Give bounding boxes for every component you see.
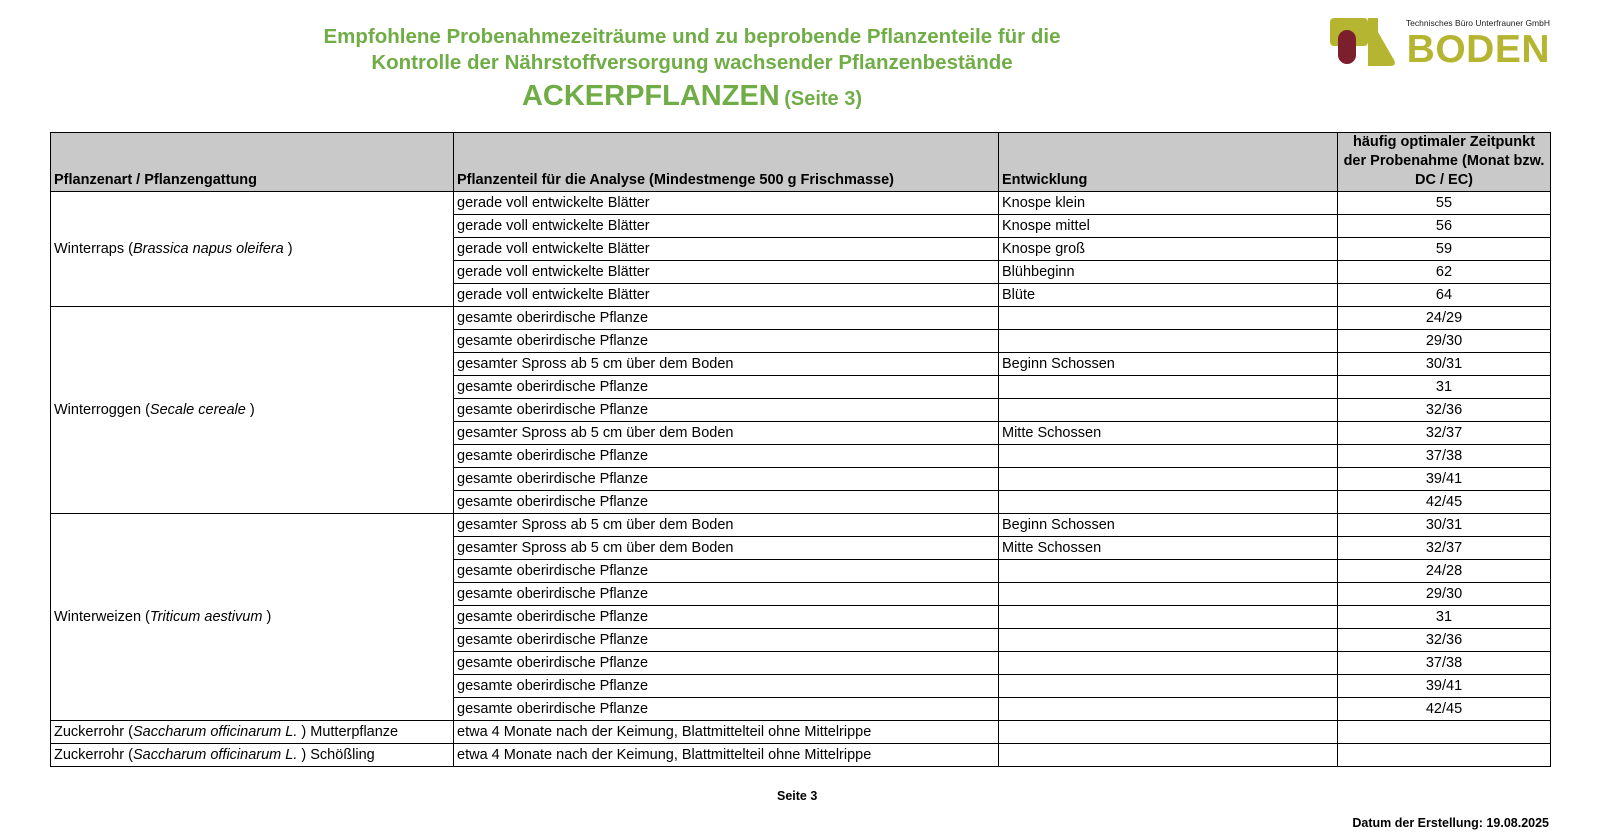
page-title xyxy=(0,78,1384,119)
title-main-text: ACKERPFLANZEN xyxy=(521,80,780,112)
plant-latin-name: Brassica napus oleifera xyxy=(132,241,284,257)
development-stage-cell: Blüte xyxy=(999,284,1338,307)
development-stage-cell xyxy=(999,468,1338,491)
plant-part-cell: gerade voll entwickelte Blätter xyxy=(454,215,999,238)
development-stage-cell: Beginn Schossen xyxy=(999,514,1338,537)
sampling-time-cell: 32/37 xyxy=(1338,422,1551,445)
development-stage-cell: Blühbeginn xyxy=(999,261,1338,284)
sampling-time-cell: 59 xyxy=(1338,238,1551,261)
plant-part-cell: gesamter Spross ab 5 cm über dem Boden xyxy=(454,353,999,376)
sampling-time-cell: 56 xyxy=(1338,215,1551,238)
plant-part-cell: gesamte oberirdische Pflanze xyxy=(454,445,999,468)
plant-common-name: Zuckerrohr xyxy=(54,747,125,763)
plant-variant: Schößling xyxy=(310,747,375,763)
plant-part-cell: gerade voll entwickelte Blätter xyxy=(454,284,999,307)
plant-common-name: Zuckerrohr xyxy=(54,724,125,740)
plant-part-cell: gesamte oberirdische Pflanze xyxy=(454,583,999,606)
development-stage-cell xyxy=(999,399,1338,422)
plant-latin-name: Saccharum officinarum L. xyxy=(132,724,298,740)
table-row xyxy=(51,744,1551,767)
company-logo xyxy=(1330,16,1550,71)
development-stage-cell: Beginn Schossen xyxy=(999,353,1338,376)
plant-name-cell: Zuckerrohr (Saccharum officinarum L. ) Mutterpflanze xyxy=(51,721,454,744)
plant-part-cell: gesamte oberirdische Pflanze xyxy=(454,330,999,353)
table-row xyxy=(51,192,1551,215)
plant-part-cell: gesamte oberirdische Pflanze xyxy=(454,399,999,422)
table-body xyxy=(51,192,1551,767)
development-stage-cell xyxy=(999,629,1338,652)
development-stage-cell xyxy=(999,721,1338,744)
development-stage-cell xyxy=(999,376,1338,399)
table-header-row xyxy=(51,133,1551,192)
plant-part-cell: gesamte oberirdische Pflanze xyxy=(454,606,999,629)
plant-part-cell: etwa 4 Monate nach der Keimung, Blattmittelteil ohne Mittelrippe xyxy=(454,744,999,767)
sampling-time-cell: 29/30 xyxy=(1338,583,1551,606)
sampling-time-cell xyxy=(1338,721,1551,744)
development-stage-cell xyxy=(999,675,1338,698)
plant-part-cell: gesamter Spross ab 5 cm über dem Boden xyxy=(454,537,999,560)
plant-part-cell: gesamte oberirdische Pflanze xyxy=(454,376,999,399)
sampling-time-cell: 30/31 xyxy=(1338,514,1551,537)
sampling-time-cell: 24/28 xyxy=(1338,560,1551,583)
plant-common-name: Winterraps xyxy=(54,241,125,257)
plant-part-cell: gesamte oberirdische Pflanze xyxy=(454,698,999,721)
plant-part-cell: gesamte oberirdische Pflanze xyxy=(454,675,999,698)
sampling-table xyxy=(50,132,1551,767)
plant-part-cell: gerade voll entwickelte Blätter xyxy=(454,238,999,261)
sampling-time-cell: 32/36 xyxy=(1338,399,1551,422)
sampling-time-cell: 24/29 xyxy=(1338,307,1551,330)
plant-part-cell: gesamte oberirdische Pflanze xyxy=(454,307,999,330)
development-stage-cell: Knospe groß xyxy=(999,238,1338,261)
sampling-time-cell: 55 xyxy=(1338,192,1551,215)
sampling-time-cell: 42/45 xyxy=(1338,491,1551,514)
sampling-time-cell: 42/45 xyxy=(1338,698,1551,721)
sampling-time-cell: 32/36 xyxy=(1338,629,1551,652)
plant-common-name: Winterroggen xyxy=(54,402,142,418)
plant-part-cell: gesamter Spross ab 5 cm über dem Boden xyxy=(454,422,999,445)
sampling-time-cell: 31 xyxy=(1338,606,1551,629)
plant-part-cell: gesamter Spross ab 5 cm über dem Boden xyxy=(454,514,999,537)
column-header-timing-text: häufig optimaler Zeitpunkt der Probenahme (Monat bzw. DC / EC) xyxy=(1343,134,1545,188)
column-header-stage: Entwicklung xyxy=(999,133,1338,192)
plant-part-cell: gesamte oberirdische Pflanze xyxy=(454,629,999,652)
development-stage-cell xyxy=(999,652,1338,675)
development-stage-cell: Mitte Schossen xyxy=(999,537,1338,560)
table-row xyxy=(51,307,1551,330)
sampling-time-cell: 30/31 xyxy=(1338,353,1551,376)
development-stage-cell xyxy=(999,330,1338,353)
sampling-time-cell: 39/41 xyxy=(1338,675,1551,698)
plant-part-cell: gesamte oberirdische Pflanze xyxy=(454,560,999,583)
sampling-time-cell xyxy=(1338,744,1551,767)
plant-latin-name: Triticum aestivum xyxy=(149,609,263,625)
plant-variant: Mutterpflanze xyxy=(310,724,399,740)
plant-latin-name: Saccharum officinarum L. xyxy=(132,747,298,763)
development-stage-cell xyxy=(999,307,1338,330)
development-stage-cell: Knospe klein xyxy=(999,192,1338,215)
development-stage-cell xyxy=(999,583,1338,606)
title-subtitle: (Seite 3) xyxy=(784,88,863,110)
creation-date: Datum der Erstellung: 19.08.2025 xyxy=(1352,816,1549,830)
page-number: Seite 3 xyxy=(777,789,818,803)
development-stage-cell xyxy=(999,698,1338,721)
development-stage-cell xyxy=(999,560,1338,583)
sampling-time-cell: 39/41 xyxy=(1338,468,1551,491)
sampling-time-cell: 37/38 xyxy=(1338,445,1551,468)
sampling-time-cell: 64 xyxy=(1338,284,1551,307)
plant-latin-name: Secale cereale xyxy=(149,402,246,418)
column-header-part: Pflanzenteil für die Analyse (Mindestmenge 500 g Frischmasse) xyxy=(454,133,999,192)
development-stage-cell xyxy=(999,491,1338,514)
development-stage-cell xyxy=(999,606,1338,629)
header-line-1: Empfohlene Probenahmezeiträume und zu beprobende Pflanzenteile für die xyxy=(323,25,1061,48)
table-row xyxy=(51,514,1551,537)
sampling-time-cell: 29/30 xyxy=(1338,330,1551,353)
column-header-timing xyxy=(1338,133,1551,192)
development-stage-cell: Knospe mittel xyxy=(999,215,1338,238)
sampling-time-cell: 31 xyxy=(1338,376,1551,399)
development-stage-cell: Mitte Schossen xyxy=(999,422,1338,445)
logo-company-name: Technisches Büro Unterfrauner GmbH xyxy=(1405,18,1550,28)
document-header xyxy=(0,24,1384,119)
development-stage-cell xyxy=(999,445,1338,468)
logo-mark-icon xyxy=(1330,16,1400,68)
sampling-time-cell: 62 xyxy=(1338,261,1551,284)
logo-wordmark: BODEN xyxy=(1406,28,1550,71)
table-row xyxy=(51,721,1551,744)
plant-part-cell: gesamte oberirdische Pflanze xyxy=(454,468,999,491)
column-header-plant: Pflanzenart / Pflanzengattung xyxy=(51,133,454,192)
plant-name-cell: Winterweizen (Triticum aestivum ) xyxy=(51,514,454,721)
plant-part-cell: gerade voll entwickelte Blätter xyxy=(454,192,999,215)
plant-name-cell: Winterraps (Brassica napus oleifera ) xyxy=(51,192,454,307)
plant-part-cell: etwa 4 Monate nach der Keimung, Blattmittelteil ohne Mittelrippe xyxy=(454,721,999,744)
plant-name-cell: Zuckerrohr (Saccharum officinarum L. ) Schößling xyxy=(51,744,454,767)
header-line-2: Kontrolle der Nährstoffversorgung wachsender Pflanzenbestände xyxy=(371,51,1013,74)
plant-name-cell: Winterroggen (Secale cereale ) xyxy=(51,307,454,514)
plant-part-cell: gesamte oberirdische Pflanze xyxy=(454,491,999,514)
sampling-time-cell: 37/38 xyxy=(1338,652,1551,675)
plant-part-cell: gerade voll entwickelte Blätter xyxy=(454,261,999,284)
sampling-time-cell: 32/37 xyxy=(1338,537,1551,560)
plant-part-cell: gesamte oberirdische Pflanze xyxy=(454,652,999,675)
development-stage-cell xyxy=(999,744,1338,767)
plant-common-name: Winterweizen xyxy=(54,609,142,625)
